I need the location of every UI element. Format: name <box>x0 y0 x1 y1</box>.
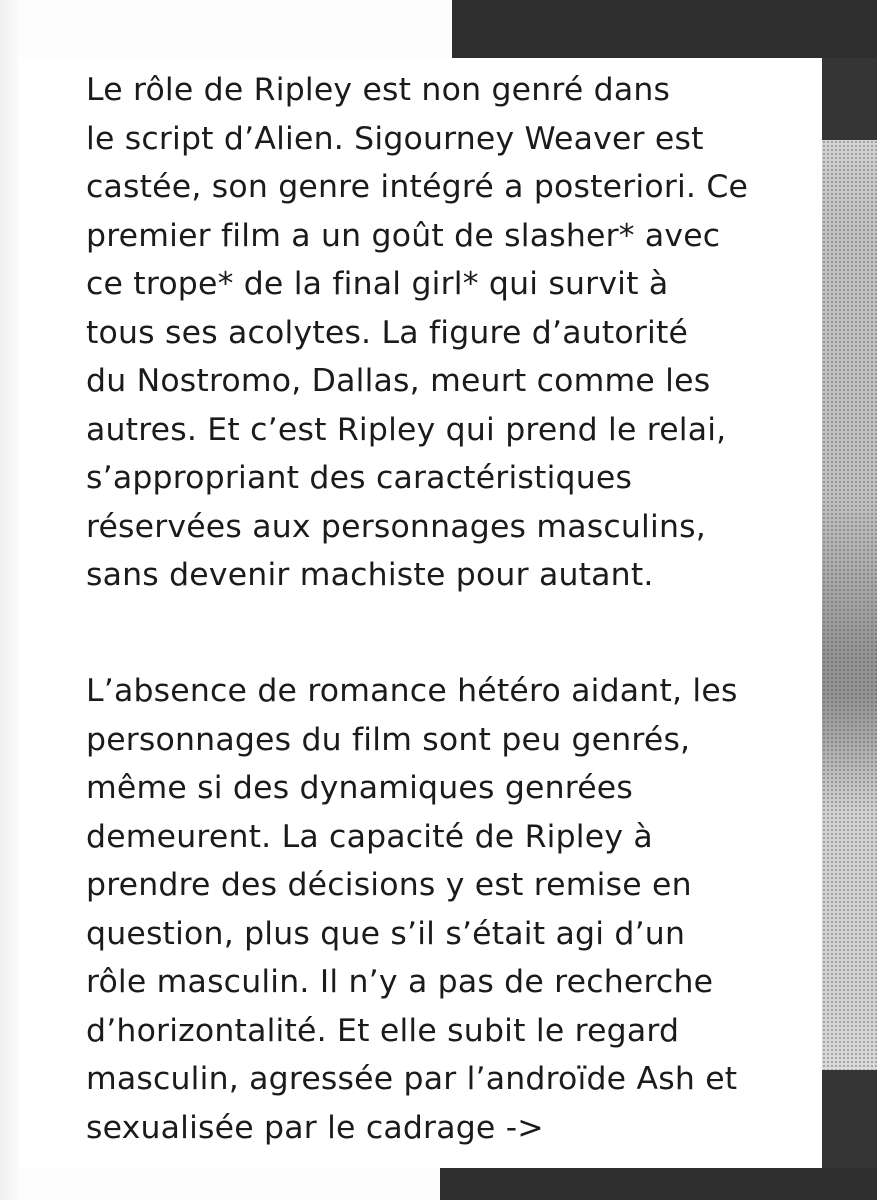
halftone-portrait-photo <box>822 140 877 1070</box>
text-line: sans devenir machiste pour autant. <box>86 557 654 593</box>
text-line: premier film a un goût de slasher* avec <box>86 217 721 254</box>
dark-background-top <box>452 0 877 58</box>
text-line: castée, son genre intégré a posteriori. Ce <box>86 169 749 205</box>
paragraph-2 <box>86 667 826 1152</box>
text-line: sexualisée par le cadrage -> <box>86 1109 544 1146</box>
text-line: s’appropriant des caractéristiques <box>86 460 633 496</box>
text-line: réservées aux personnages masculins, <box>86 508 706 545</box>
text-line: tous ses acolytes. La figure d’autorité <box>86 314 689 351</box>
text-line: personnages du film sont peu genrés, <box>86 721 691 758</box>
text-line: ce trope* de la final girl* qui survit à <box>86 266 669 302</box>
dark-background-bottom <box>440 1168 877 1200</box>
text-line: du Nostromo, Dallas, meurt comme les <box>86 363 711 399</box>
text-line: masculin, agressée par l’androïde Ash et <box>86 1061 738 1097</box>
text-line: Le rôle de Ripley est non genré dans <box>86 72 671 108</box>
text-line: autres. Et c’est Ripley qui prend le relai, <box>86 411 727 448</box>
text-line: d’horizontalité. Et elle subit le regard <box>86 1012 680 1049</box>
text-line: L’absence de romance hétéro aidant, les <box>86 673 738 709</box>
text-line: question, plus que s’il s’était agi d’un <box>86 915 686 952</box>
text-line: demeurent. La capacité de Ripley à <box>86 818 653 855</box>
text-line: rôle masculin. Il n’y a pas de recherche <box>86 964 714 1000</box>
text-line: le script d’Alien. Sigourney Weaver est <box>86 120 704 157</box>
text-line: même si des dynamiques genrées <box>86 770 633 806</box>
page-edge <box>0 0 18 1200</box>
paragraph-1 <box>86 66 826 600</box>
text-line: prendre des décisions y est remise en <box>86 867 692 903</box>
halftone-texture <box>822 140 877 1070</box>
